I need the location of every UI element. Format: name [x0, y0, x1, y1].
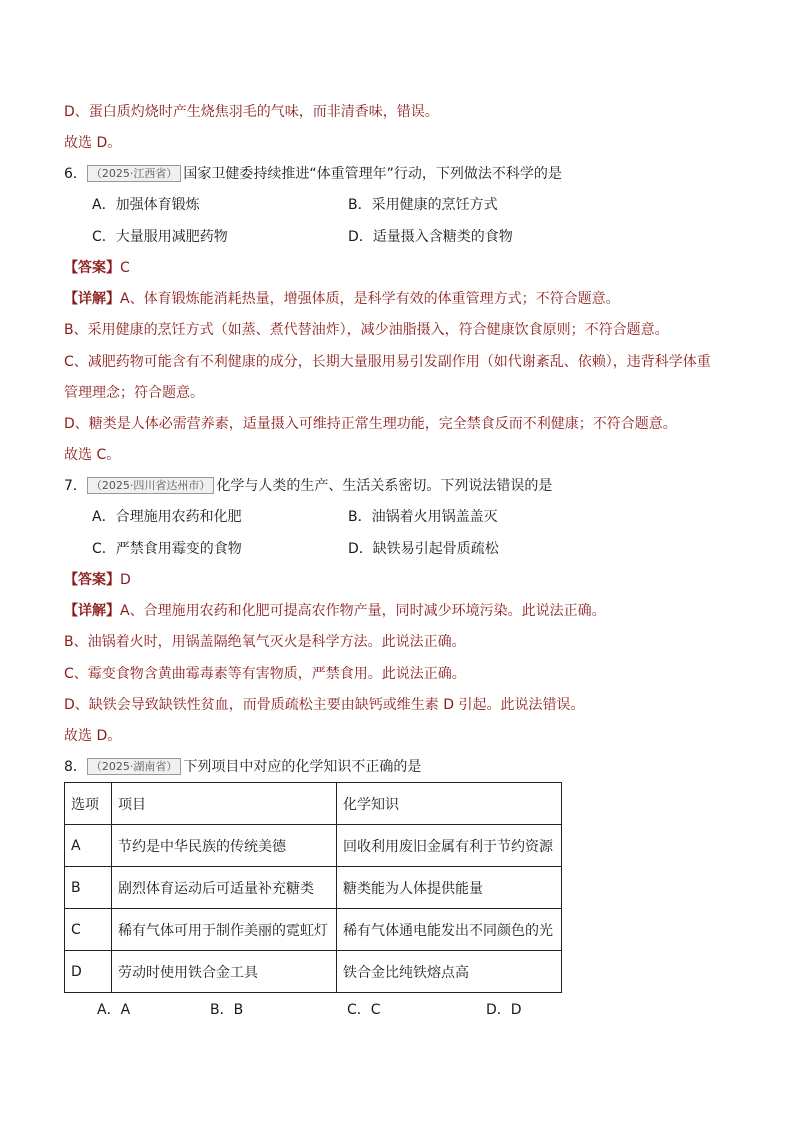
q5-option-d-explanation: D、蛋白质灼烧时产生烧焦羽毛的气味，而非清香味，错误。	[64, 104, 439, 120]
table-cell: 稀有气体通电能发出不同颜色的光	[337, 909, 562, 951]
table-cell: A	[65, 825, 112, 867]
q7-detail-a-line	[64, 601, 606, 621]
q6-answer-label: 【答案】	[64, 260, 120, 276]
table-row	[65, 909, 562, 951]
table-header-row	[65, 783, 562, 825]
table-cell: 糖类能为人体提供能量	[337, 867, 562, 909]
q8-stem-line	[64, 757, 421, 777]
q8-option-d: D．D	[486, 1002, 522, 1018]
q6-option-b: B．采用健康的烹饪方式	[348, 197, 498, 213]
q6-detail-a-line	[64, 289, 620, 309]
q6-source-tag: （2025·江西省）	[87, 165, 182, 182]
q7-answer-value: D	[120, 572, 131, 588]
table-header-cell: 化学知识	[337, 783, 562, 825]
q6-detail-c1: C、减肥药物可能含有不利健康的成分，长期大量服用易引发副作用（如代谢紊乱、依赖），违背科学体重	[64, 354, 711, 370]
q7-detail-c: C、霉变食物含黄曲霉毒素等有害物质，严禁食用。此说法正确。	[64, 666, 466, 682]
q8-table	[64, 782, 562, 993]
q7-conclusion: 故选 D。	[64, 728, 122, 744]
q6-option-a: A．加强体育锻炼	[92, 197, 200, 213]
q6-detail-c2: 管理理念；符合题意。	[64, 385, 204, 401]
q6-detail-d: D、糖类是人体必需营养素，适量摄入可维持正常生理功能，完全禁食反而不利健康；不符合题意。	[64, 416, 677, 432]
q6-answer	[64, 258, 130, 278]
table-row	[65, 825, 562, 867]
q8-source-tag: （2025·湖南省）	[87, 758, 182, 775]
q6-stem: 国家卫健委持续推进“体重管理年”行动，下列做法不科学的是	[183, 166, 562, 182]
table-cell: 稀有气体可用于制作美丽的霓虹灯	[112, 909, 337, 951]
table-cell: B	[65, 867, 112, 909]
q7-option-a: A．合理施用农药和化肥	[92, 509, 242, 525]
q8-option-c: C．C	[347, 1002, 381, 1018]
table-header-cell: 选项	[65, 783, 112, 825]
q6-option-d: D．适量摄入含糖类的食物	[348, 229, 513, 245]
q7-detail-a: A、合理施用农药和化肥可提高农作物产量，同时减少环境污染。此说法正确。	[120, 603, 606, 619]
q8-option-b: B．B	[210, 1002, 244, 1018]
q6-detail-b: B、采用健康的烹饪方式（如蒸、煮代替油炸），减少油脂摄入，符合健康饮食原则；不符合题意。	[64, 322, 669, 338]
q6-detail-label: 【详解】	[64, 291, 120, 307]
table-row	[65, 867, 562, 909]
q6-number: 6．	[64, 166, 87, 182]
q7-answer	[64, 570, 131, 590]
q6-stem-line	[64, 164, 562, 184]
table-cell: C	[65, 909, 112, 951]
q7-detail-d: D、缺铁会导致缺铁性贫血，而骨质疏松主要由缺钙或维生素 D 引起。此说法错误。	[64, 697, 585, 713]
q7-detail-b: B、油锅着火时，用锅盖隔绝氧气灭火是科学方法。此说法正确。	[64, 634, 466, 650]
table-cell: 剧烈体育运动后可适量补充糖类	[112, 867, 337, 909]
table-cell: 劳动时使用铁合金工具	[112, 951, 337, 993]
q7-stem-line	[64, 476, 552, 496]
q6-answer-value: C	[120, 260, 130, 276]
table-header-cell: 项目	[112, 783, 337, 825]
table-row	[65, 951, 562, 993]
q7-detail-label: 【详解】	[64, 603, 120, 619]
q7-option-c: C．严禁食用霉变的食物	[92, 541, 242, 557]
table-cell: 回收利用废旧金属有利于节约资源	[337, 825, 562, 867]
q7-source-tag: （2025·四川省达州市）	[87, 477, 215, 494]
q5-conclusion: 故选 D。	[64, 135, 122, 151]
q7-option-b: B．油锅着火用锅盖盖灭	[348, 509, 498, 525]
q7-stem: 化学与人类的生产、生活关系密切。下列说法错误的是	[216, 478, 553, 494]
table-cell: D	[65, 951, 112, 993]
q6-conclusion: 故选 C。	[64, 447, 121, 463]
q7-answer-label: 【答案】	[64, 572, 120, 588]
q6-detail-a: A、体育锻炼能消耗热量，增强体质，是科学有效的体重管理方式；不符合题意。	[120, 291, 620, 307]
table-cell: 节约是中华民族的传统美德	[112, 825, 337, 867]
q7-option-d: D．缺铁易引起骨质疏松	[348, 541, 499, 557]
table-cell: 铁合金比纯铁熔点高	[337, 951, 562, 993]
q6-option-c: C．大量服用减肥药物	[92, 229, 228, 245]
q8-option-a: A．A	[97, 1002, 131, 1018]
q8-number: 8．	[64, 759, 87, 775]
q8-stem: 下列项目中对应的化学知识不正确的是	[183, 759, 422, 775]
q7-number: 7．	[64, 478, 87, 494]
